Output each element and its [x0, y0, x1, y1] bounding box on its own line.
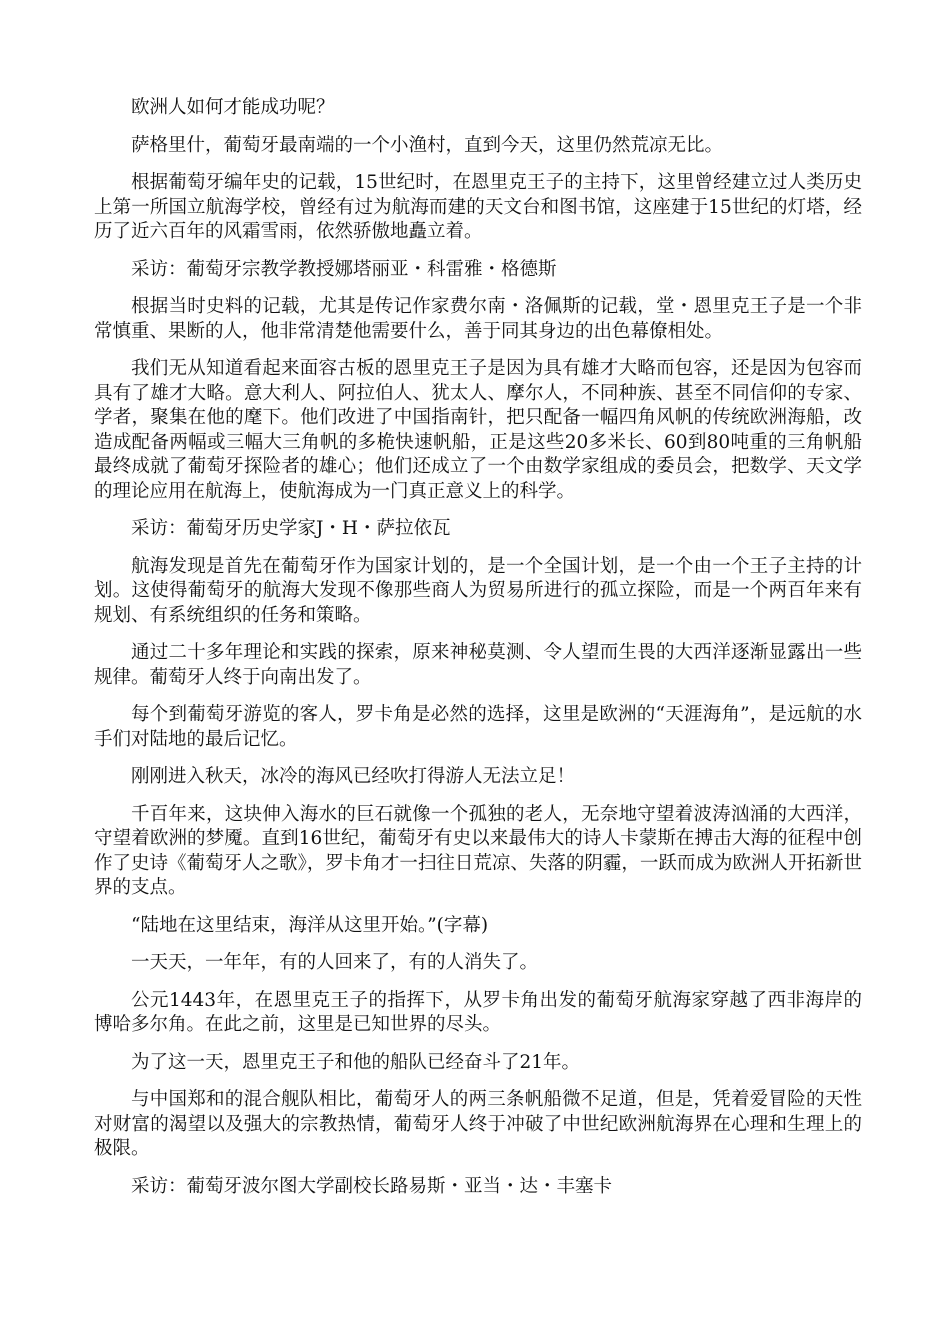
paragraph: 为了这一天，恩里克王子和他的船队已经奋斗了21年。: [131, 1051, 581, 1073]
paragraph: 与中国郑和的混合舰队相比，葡萄牙人的两三条帆船微不足道，但是，凭着爱冒险的天性对财富的渴望以及强大的宗教热情，葡萄牙人终于冲破了中世纪欧洲航海界在心理和生理上的极限。: [94, 1089, 862, 1159]
paragraph: 刚刚进入秋天，冰冷的海风已经吹打得游人无法立足！: [131, 766, 576, 787]
paragraph: 航海发现是首先在葡萄牙作为国家计划的，是一个全国计划，是一个由一个王子主持的计划。这使得葡萄牙的航海大发现不像那些商人为贸易所进行的孤立探险，而是一个两百年来有规划、有系统组织的任务和策略。: [94, 555, 862, 626]
interview-label: 采访：葡萄牙宗教学教授娜塔丽亚・科雷雅・格德斯: [131, 258, 557, 280]
paragraph: 一天天，一年年，有的人回来了，有的人消失了。: [131, 952, 539, 973]
paragraph: 萨格里什，葡萄牙最南端的一个小渔村，直到今天，这里仍然荒凉无比。: [131, 134, 724, 156]
interview-label: 采访：葡萄牙历史学家J・H・萨拉依瓦: [131, 518, 451, 539]
paragraph: 公元1443年，在恩里克王子的指挥下，从罗卡角出发的葡萄牙航海家穿越了西非海岸的博哈多尔角。在此之前，这里是已知世界的尽头。: [94, 989, 862, 1035]
paragraph: 千百年来，这块伸入海水的巨石就像一个孤独的老人，无奈地守望着波涛汹涌的大西洋，守望着欧洲的梦魇。直到16世纪，葡萄牙有史以来最伟大的诗人卡蒙斯在搏击大海的征程中创作了史诗《葡萄牙人之歌》，罗卡角才一扫往日荒凉、失落的阴霾，一跃而成为欧洲人开拓新世界的支点。: [94, 803, 862, 898]
caption-line: “陆地在这里结束，海洋从这里开始。”(字幕): [131, 914, 489, 936]
paragraph: 根据当时史料的记载，尤其是传记作家费尔南・洛佩斯的记载，堂・恩里克王子是一个非常慎重、果断的人，他非常清楚他需要什么，善于同其身边的出色幕僚相处。: [94, 296, 862, 342]
paragraph: 根据葡萄牙编年史的记载，15世纪时，在恩里克王子的主持下，这里曾经建立过人类历史上第一所国立航海学校，曾经有过为航海而建的天文台和图书馆，这座建于15世纪的灯塔，经历了近六百年的风霜雪雨，依然骄傲地矗立着。: [94, 172, 862, 242]
paragraph: 每个到葡萄牙游览的客人，罗卡角是必然的选择，这里是欧洲的“天涯海角”，是远航的水手们对陆地的最后记忆。: [94, 704, 862, 750]
interview-label: 采访：葡萄牙波尔图大学副校长路易斯・亚当・达・丰塞卡: [131, 1175, 613, 1197]
paragraph: 欧洲人如何才能成功呢？: [131, 97, 335, 118]
paragraph: 通过二十多年理论和实践的探索，原来神秘莫测、令人望而生畏的大西洋逐渐显露出一些规律。葡萄牙人终于向南出发了。: [94, 642, 862, 688]
document-body: [94, 96, 862, 1212]
paragraph: 我们无从知道看起来面容古板的恩里克王子是因为具有雄才大略而包容，还是因为包容而具有了雄才大略。意大利人、阿拉伯人、犹太人、摩尔人，不同种族、甚至不同信仰的专家、学者，聚集在他的麾下。他们改进了中国指南针，把只配备一幅四角风帆的传统欧洲海船，改造成配备两幅或三幅大三角帆的多桅快速帆船，正是这些20多米长、60到80吨重的三角帆船最终成就了葡萄牙探险者的雄心；他们还成立了一个由数学家组成的委员会，把数学、天文学的理论应用在航海上，使航海成为一门真正意义上的科学。: [94, 358, 862, 502]
